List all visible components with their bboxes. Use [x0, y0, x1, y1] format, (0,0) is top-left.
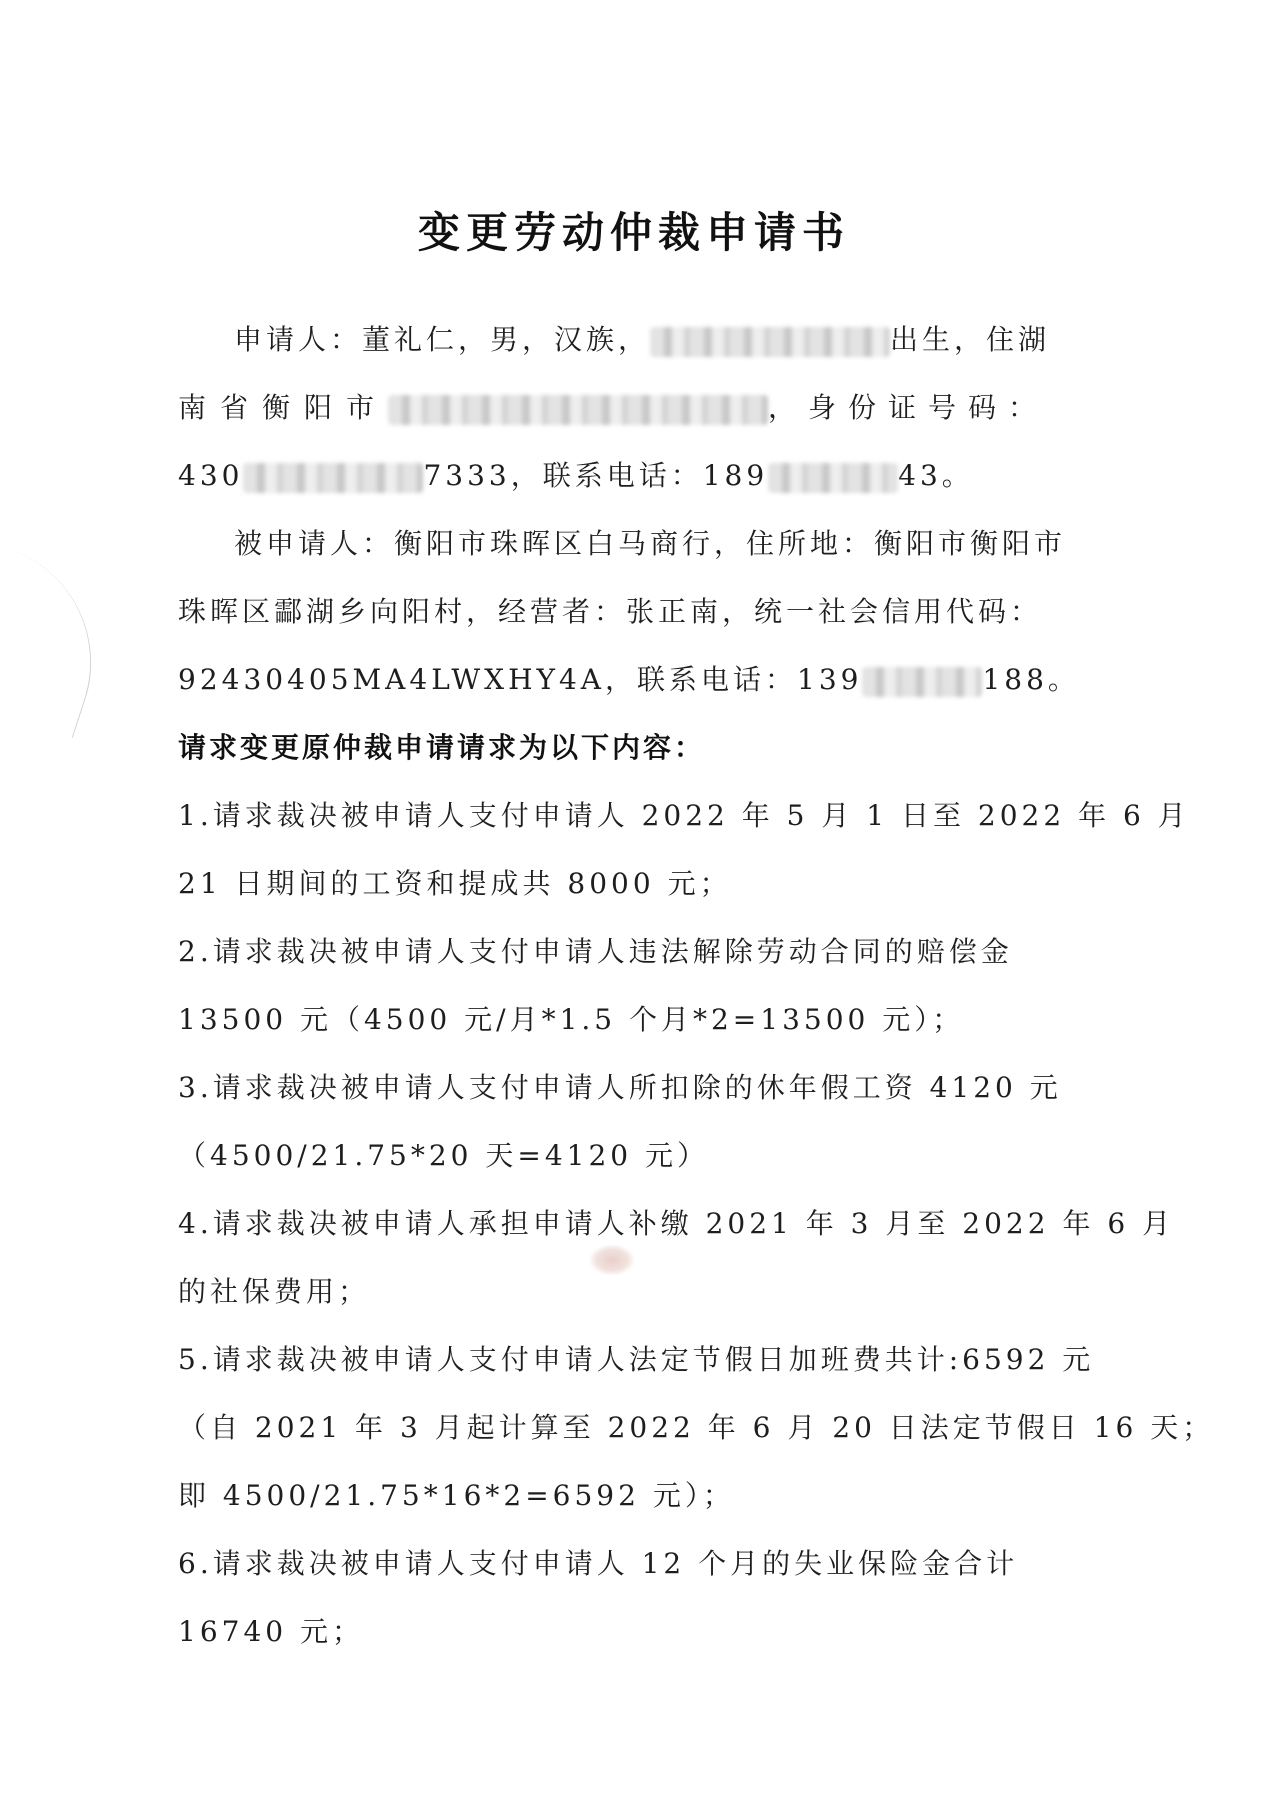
applicant-label: 申请人：: [234, 323, 363, 356]
claim-2-line-1: 2.请求裁决被申请人支付申请人违法解除劳动合同的赔偿金: [178, 935, 1013, 968]
applicant-info: 董礼仁，男，汉族，: [362, 323, 651, 356]
respondent-line-1: 被申请人：衡阳市珠晖区白马商行，住所地：衡阳市衡阳市: [234, 527, 1067, 560]
paper-fold-mark: [0, 542, 122, 738]
respondent-line-3: 92430405MA4LWXHY4A，联系电话：139 188。: [178, 663, 1080, 696]
redacted-address: [388, 395, 768, 425]
page-title: 变更劳动仲裁申请书: [417, 208, 850, 257]
claim-4-line-2: 的社保费用；: [178, 1275, 371, 1308]
section-heading: 请求变更原仲裁申请请求为以下内容：: [178, 731, 706, 764]
applicant-birth-suffix: 出生，住湖: [890, 323, 1051, 356]
claim-3-line-1: 3.请求裁决被申请人支付申请人所扣除的休年假工资 4120 元: [178, 1071, 1062, 1104]
claim-5-line-3: 即 4500/21.75*16*2=6592 元）；: [178, 1479, 735, 1512]
claim-5-line-1: 5.请求裁决被申请人支付申请人法定节假日加班费共计:6592 元: [178, 1343, 1095, 1376]
claim-4-line-1: 4.请求裁决被申请人承担申请人补缴 2021 年 3 月至 2022 年 6 月: [178, 1207, 1175, 1240]
applicant-line-3: 430 7333，联系电话：189 43。: [178, 459, 974, 492]
applicant-line-1: [178, 318, 1088, 358]
claim-1-line-2: 21 日期间的工资和提成共 8000 元；: [178, 867, 732, 900]
redacted-respondent-phone: [862, 667, 982, 697]
claim-6-line-2: 16740 元；: [178, 1615, 364, 1648]
redacted-phone: [768, 463, 898, 493]
redacted-id-number: [243, 463, 423, 493]
claim-1-line-1: 1.请求裁决被申请人支付申请人 2022 年 5 月 1 日至 2022 年 6 月: [178, 799, 1190, 832]
claim-3-line-2: （4500/21.75*20 天=4120 元）: [178, 1139, 709, 1172]
redacted-birthdate: [650, 327, 890, 357]
claim-2-line-2: 13500 元（4500 元/月*1.5 个月*2=13500 元）；: [178, 1003, 965, 1036]
applicant-line-2: 南省衡阳市 ，身份证号码：: [178, 391, 1049, 424]
claim-5-line-2: （自 2021 年 3 月起计算至 2022 年 6 月 20 日法定节假日 16 天；: [178, 1411, 1215, 1444]
respondent-line-2: 珠晖区酃湖乡向阳村，经营者：张正南，统一社会信用代码：: [178, 595, 1043, 628]
claim-6-line-1: 6.请求裁决被申请人支付申请人 12 个月的失业保险金合计: [178, 1547, 1019, 1580]
